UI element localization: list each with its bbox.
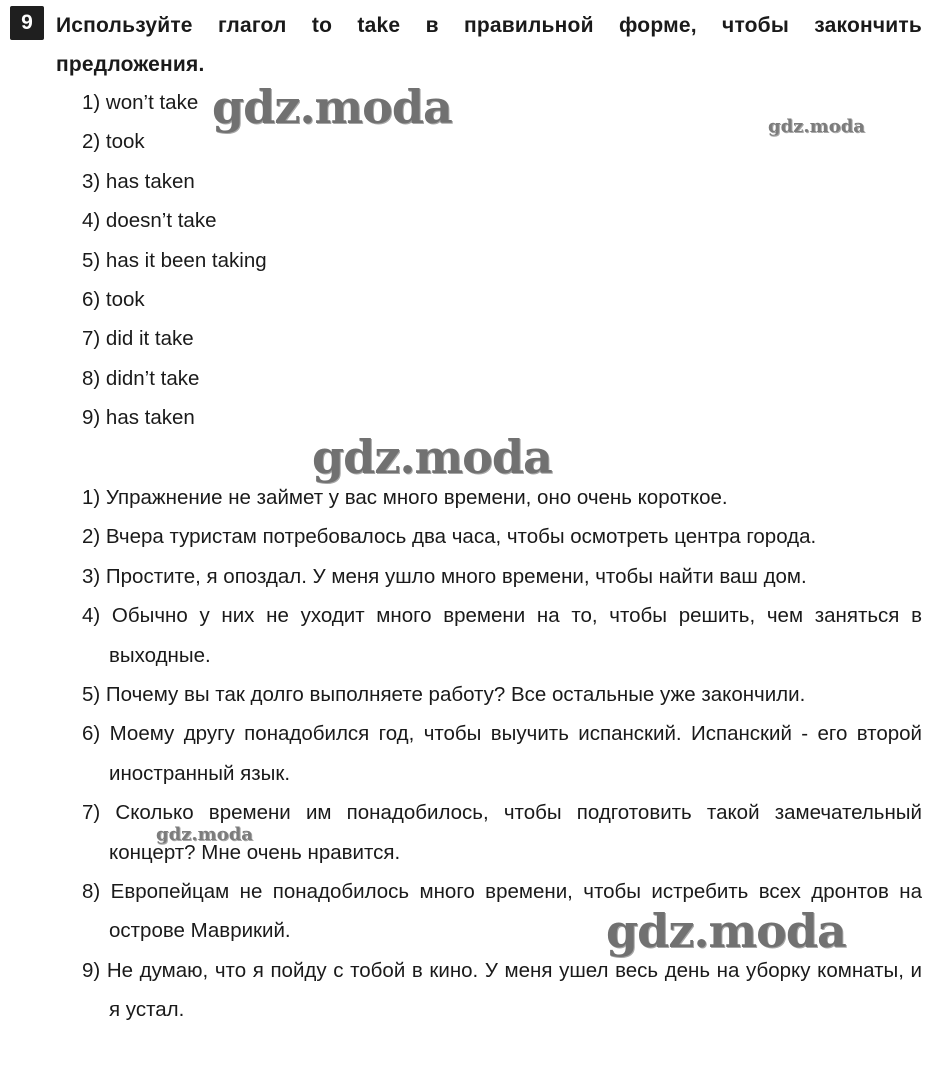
- answer-item: 2) took: [82, 130, 145, 154]
- translation-item: 9) Не думаю, что я пойду с тобой в кино. У меня ушел весь день на уборку комнаты, и я устал.: [82, 958, 922, 1022]
- answer-item: 8) didn’t take: [82, 366, 200, 390]
- translation-item: 8) Европейцам не понадобилось много времени, чтобы истребить всех дронтов на острове Маврикий.: [82, 880, 922, 943]
- translation-item: 1) Упражнение не займет у вас много времени, оно очень короткое.: [82, 486, 728, 509]
- answer-item: 9) has taken: [82, 406, 195, 430]
- translation-item: 3) Простите, я опоздал. У меня ушло много времени, чтобы найти ваш дом.: [82, 564, 807, 588]
- answer-item: 6) took: [82, 287, 145, 311]
- watermark: gdz.moda: [212, 80, 452, 134]
- watermark: gdz.moda: [312, 430, 552, 484]
- task-title: Используйте глагол to take в правильной форме, чтобы закончить предложения.: [56, 14, 922, 76]
- translation-item: 5) Почему вы так долго выполняете работу? Все остальные уже закончили.: [82, 683, 806, 707]
- task-number-badge: 9: [10, 6, 44, 40]
- task-header: [10, 6, 922, 84]
- answer-item: 3) has taken: [82, 169, 195, 193]
- translation-item: 7) Сколько времени им понадобилось, чтобы подготовить такой замечательный концерт? Мне очень нравится.: [82, 801, 922, 864]
- answer-item: 7) did it take: [82, 327, 194, 351]
- watermark: gdz.moda: [768, 116, 865, 137]
- watermark: gdz.moda: [606, 904, 846, 958]
- answer-item: 5) has it been taking: [82, 248, 267, 272]
- answers-list: [82, 83, 267, 438]
- answer-item: 4) doesn’t take: [82, 209, 217, 233]
- answer-item: 1) won’t take: [82, 91, 199, 114]
- translation-item: 4) Обычно у них не уходит много времени на то, чтобы решить, чем заняться в выходные.: [82, 604, 922, 667]
- watermark: gdz.moda: [156, 824, 253, 845]
- translation-item: 2) Вчера туристам потребовалось два часа, чтобы осмотреть центра города.: [82, 525, 817, 549]
- translation-item: 6) Моему другу понадобился год, чтобы выучить испанский. Испанский - его второй иностранный язык.: [82, 722, 922, 785]
